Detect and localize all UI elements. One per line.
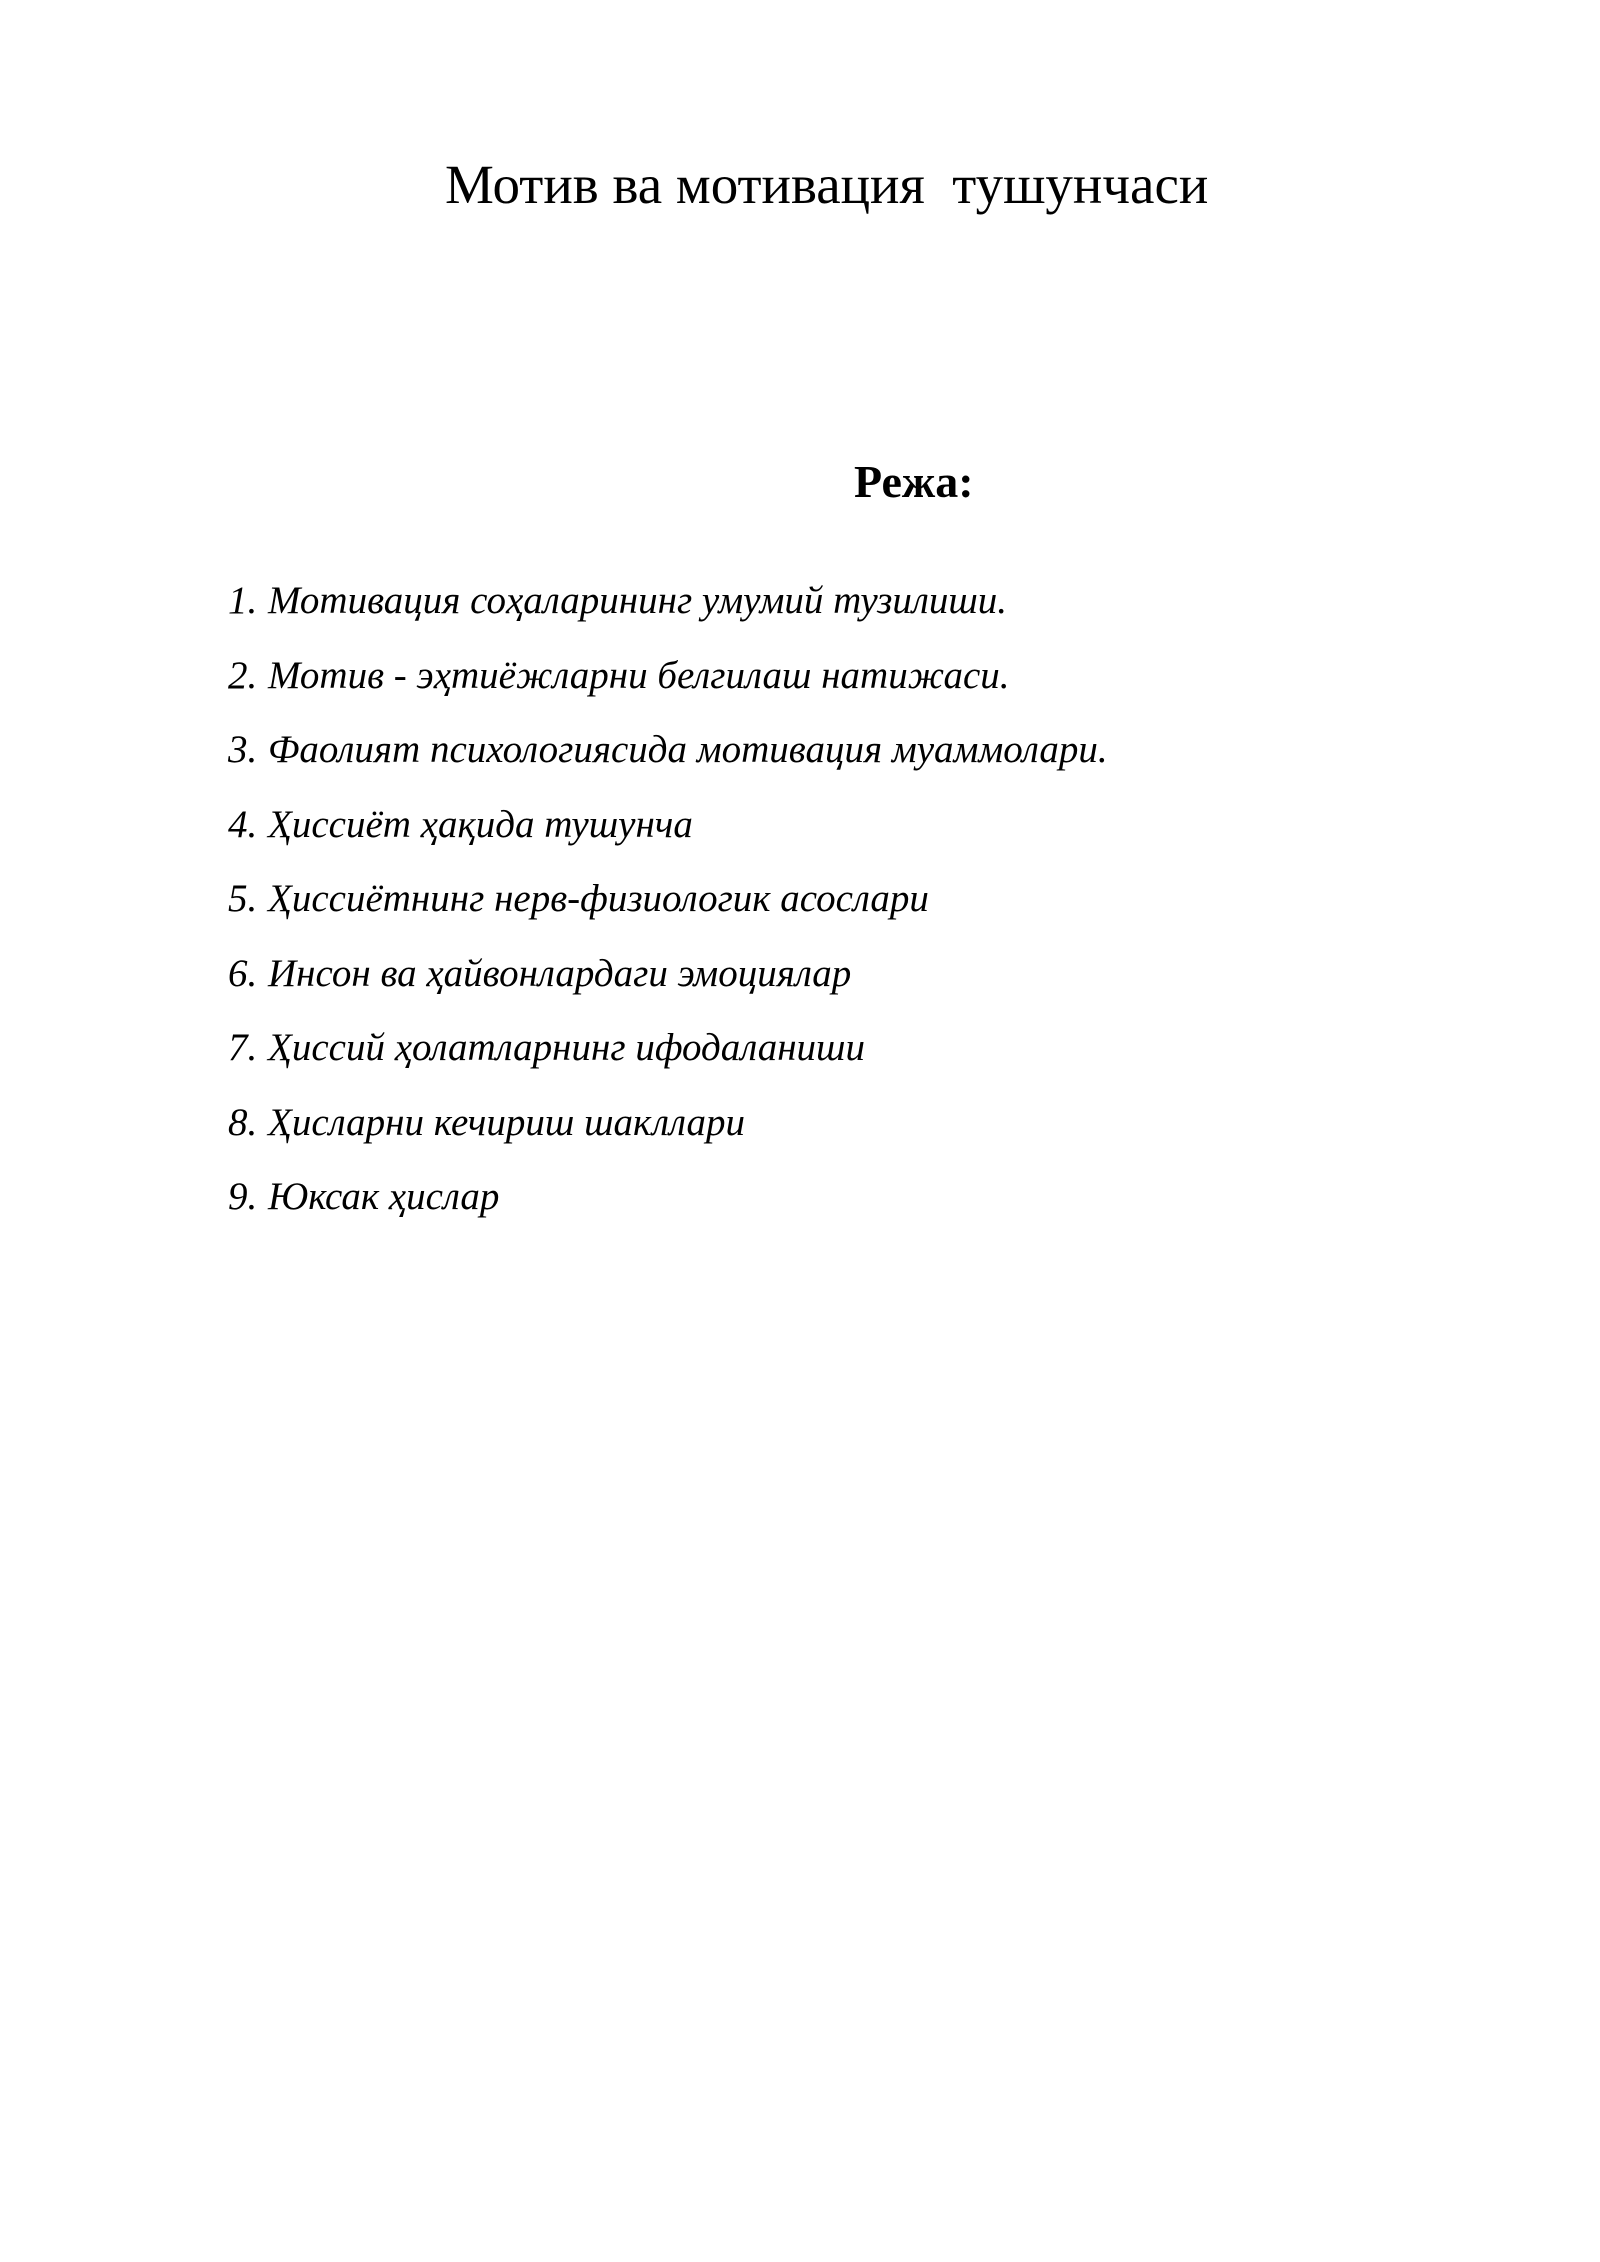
plan-list [228,578,1108,1249]
plan-item-text: Ҳиссиётнинг нерв-физиологик асослари [268,877,929,920]
plan-item [228,653,1108,728]
plan-item-text: Ҳиссий ҳолатларнинг ифодаланиши [268,1026,865,1069]
plan-item [228,1174,1108,1249]
plan-item-text: Фаолият психологиясида мотивация муаммолари. [268,728,1108,771]
plan-item-text: Инсон ва ҳайвонлардаги эмоциялар [268,951,852,995]
plan-item [228,1025,1108,1100]
plan-item-number: 3. [228,728,258,771]
plan-item [228,951,1108,1026]
plan-item-text: Юксак ҳислар [268,1175,500,1218]
plan-item-text: Ҳисларни кечириш шакллари [268,1100,746,1144]
plan-item [228,802,1108,877]
document-title: Мотив ва мотивация тушунчаси [445,154,1209,215]
plan-item-number: 4. [228,802,258,846]
plan-heading: Режа: [854,456,974,507]
plan-item-number: 9. [228,1175,258,1218]
plan-item-text: Ҳиссиёт ҳақида тушунча [268,802,693,846]
plan-item-number: 7. [228,1026,258,1069]
plan-item-text: Мотивация соҳаларининг умумий тузилиши. [268,579,1008,622]
plan-item-number: 5. [228,877,258,920]
plan-item-number: 2. [228,653,258,697]
plan-item-number: 1. [228,579,258,622]
plan-item [228,727,1108,802]
plan-item-number: 6. [228,951,258,995]
plan-item-number: 8. [228,1100,258,1144]
plan-item [228,1100,1108,1175]
plan-item-text: Мотив - эҳтиёжларни белгилаш натижаси. [268,653,1010,697]
plan-item [228,578,1108,653]
plan-item [228,876,1108,951]
